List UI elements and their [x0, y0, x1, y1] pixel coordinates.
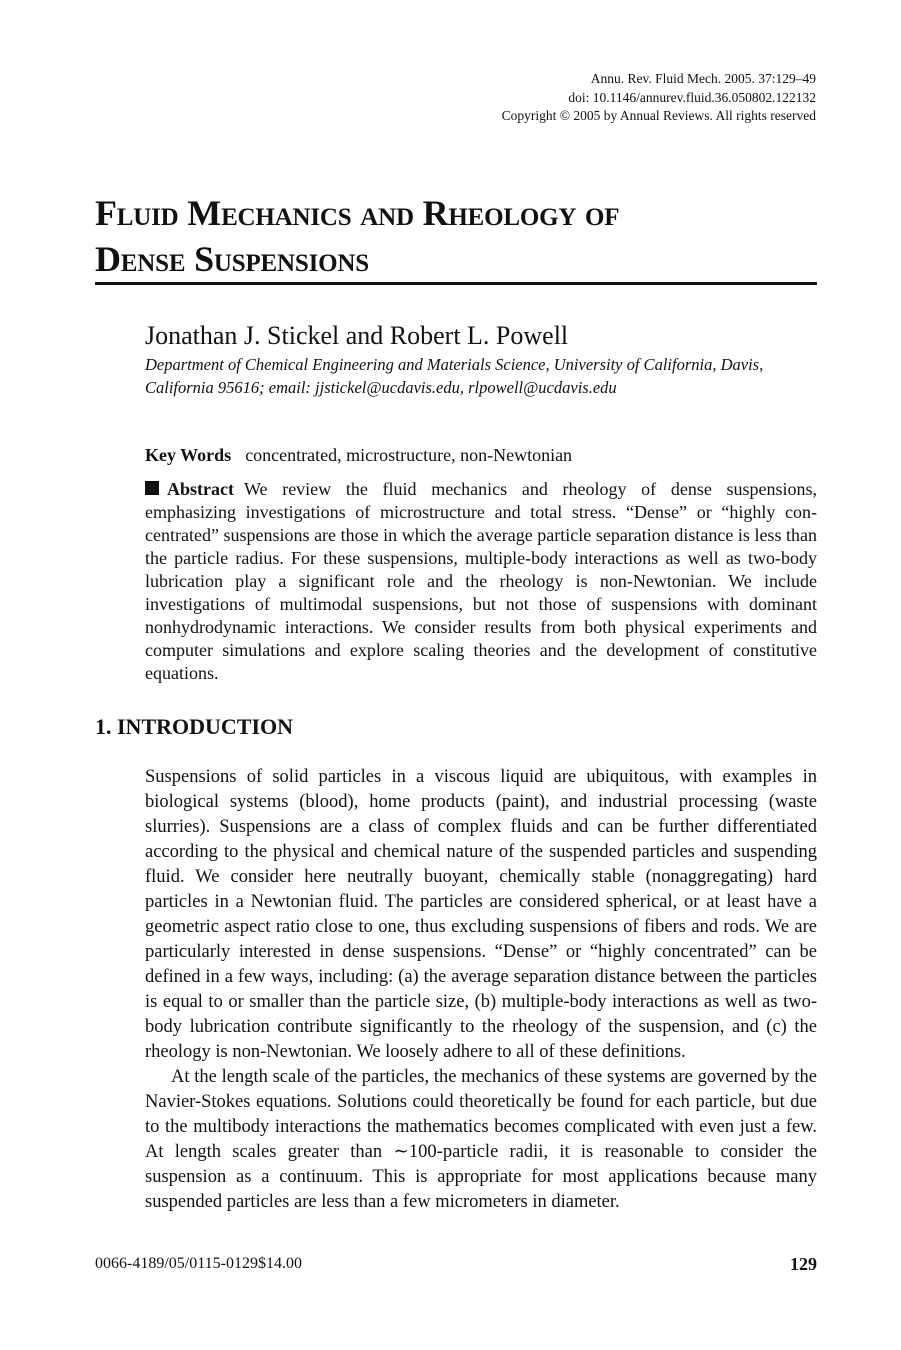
page-number: 129	[790, 1254, 817, 1274]
bullet-square-icon	[145, 481, 159, 495]
keywords	[145, 443, 572, 467]
article-title-line-2: Dense Suspensions	[95, 239, 369, 279]
keywords-text: concentrated, microstructure, non-Newtonian	[245, 445, 573, 465]
authors: Jonathan J. Stickel and Robert L. Powell	[145, 321, 569, 350]
abstract	[145, 478, 817, 685]
paragraph: At the length scale of the particles, the mechanics of these systems are governed by the Navier-Stokes equations. Solutions could theoretically be found for each particle, but due to the multibody interactions the mathematics becomes complicated with even just a few. At length scales greater than ∼100-particle radii, it is reasonable to consider the suspension as a continuum. This is appropriate for most applications because many suspended particles are less than a few micrometers in diameter.	[145, 1067, 817, 1212]
keywords-label: Key Words	[145, 445, 232, 465]
abstract-text: We review the fluid mechanics and rheology of dense suspensions, emphasizing investigations of microstructure and total stress. “Dense” or “highly concentrated” suspensions are those in which the average particle separation distance is less than the particle radius. For these suspensions, multiple-body interactions as well as two-body lubrication play a significant role and the rheology is non-Newtonian. We include investigations of multimodal suspensions, but not those of suspensions with dominant nonhydrodynamic interactions. We consider results from both physical experiments and computer simulations and explore scaling theories and the development of constitutive equations.	[145, 479, 817, 683]
citation-doi: doi: 10.1146/annurev.fluid.36.050802.122132	[568, 89, 816, 105]
title-rule	[95, 282, 817, 285]
paragraph: Suspensions of solid particles in a viscous liquid are ubiquitous, with examples in biological systems (blood), home products (paint), and industrial processing (waste slurries). Suspensions are a class of complex fluids and can be further differentiated according to the physical and chemical nature of the suspended particles and suspending fluid. We consider here neutrally buoyant, chemically stable (nonaggregating) hard particles in a Newtonian fluid. The particles are considered spherical, or at least have a geometric aspect ratio close to one, thus excluding suspensions of fibers and rods. We are particularly interested in dense suspensions. “Dense” or “highly concentrated” can be defined in a few ways, including: (a) the average separation distance between the particles is equal to or smaller than the particle size, (b) multiple-body interactions as well as two-body lubrication contribute significantly to the rheology of the suspension, and (c) the rheology is non-Newtonian. We loosely adhere to all of these definitions.	[145, 767, 817, 1062]
article-title	[95, 190, 817, 282]
article-title-line-1: Fluid Mechanics and Rheology of	[95, 193, 620, 233]
citation-copyright: Copyright © 2005 by Annual Reviews. All rights reserved	[501, 108, 816, 123]
citation-block	[502, 70, 816, 126]
section-heading: 1. INTRODUCTION	[95, 714, 294, 739]
footer-code: 0066-4189/05/0115-0129$14.00	[95, 1255, 302, 1272]
citation-journal: Annu. Rev. Fluid Mech. 2005. 37:129–49	[590, 71, 816, 86]
abstract-label: Abstract	[167, 479, 234, 499]
affiliation: Department of Chemical Engineering and Materials Science, University of California, Davis, California 95616; email: jjstickel@ucdavis.edu, rlpowell@ucdavis.edu	[145, 355, 764, 397]
section-body	[145, 765, 817, 1215]
